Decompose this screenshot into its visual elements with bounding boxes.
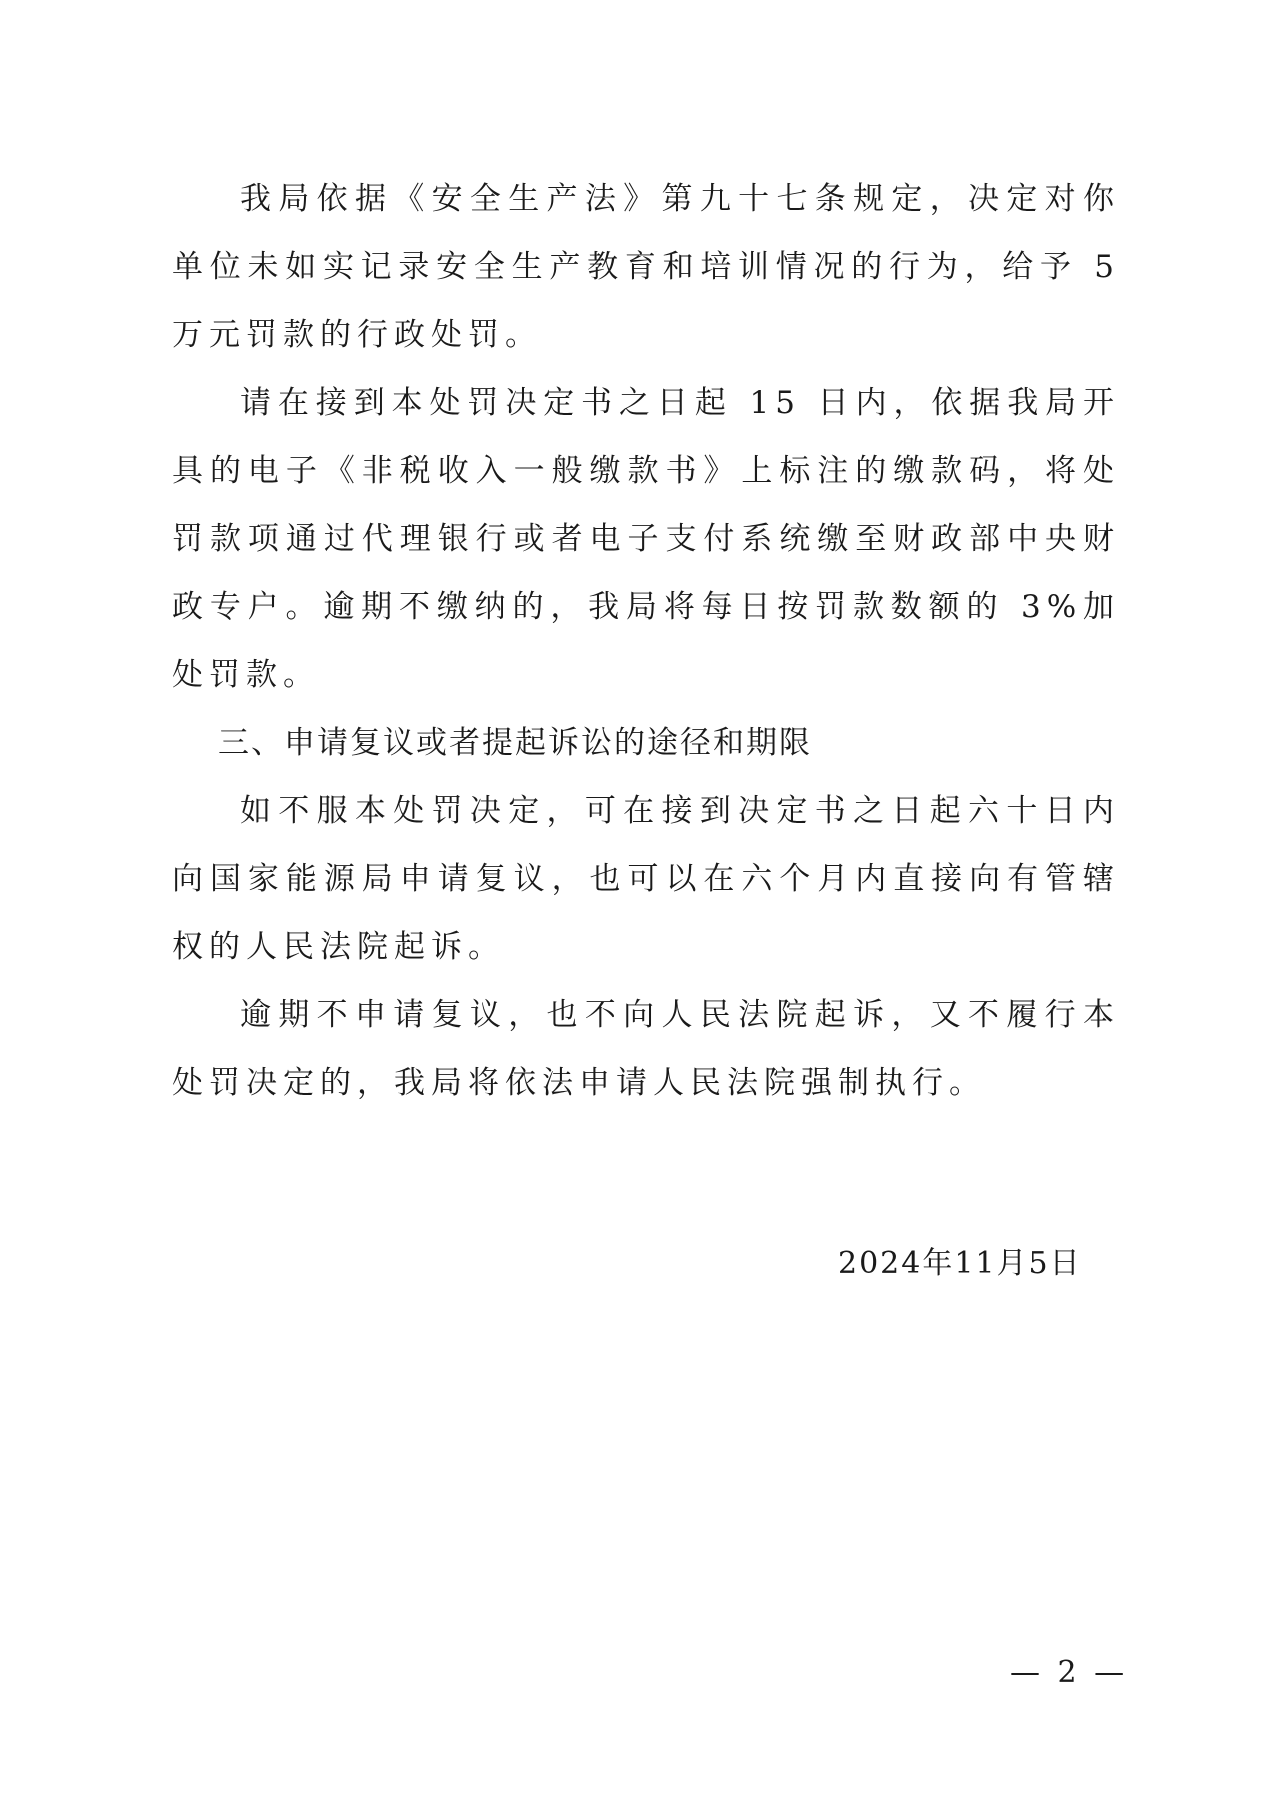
paragraph-penalty-decision: 我局依据《安全生产法》第九十七条规定，决定对你单位未如实记录安全生产教育和培训情况的行为，给予 5 万元罚款的行政处罚。 (172, 181, 1120, 353)
paragraph-appeal-rights: 如不服本处罚决定，可在接到决定书之日起六十日内向国家能源局申请复议，也可以在六个月内直接向有管辖权的人民法院起诉。 (172, 793, 1120, 965)
paragraph-payment-instructions: 请在接到本处罚决定书之日起 15 日内，依据我局开具的电子《非税收入一般缴款书》上标注的缴款码，将处罚款项通过代理银行或者电子支付系统缴至财政部中央财政专户。逾期不缴纳的，我局将每日按罚款数额的 3%加处罚款。 (172, 385, 1120, 693)
paragraph-enforcement: 逾期不申请复议，也不向人民法院起诉，又不履行本处罚决定的，我局将依法申请人民法院强制执行。 (172, 997, 1120, 1101)
document-body (172, 165, 1120, 1117)
document-date: 2024年11月5日 (838, 1246, 1082, 1281)
section-heading-appeal: 三、申请复议或者提起诉讼的途径和期限 (218, 725, 812, 761)
page-number: — 2 — (1010, 1655, 1129, 1690)
